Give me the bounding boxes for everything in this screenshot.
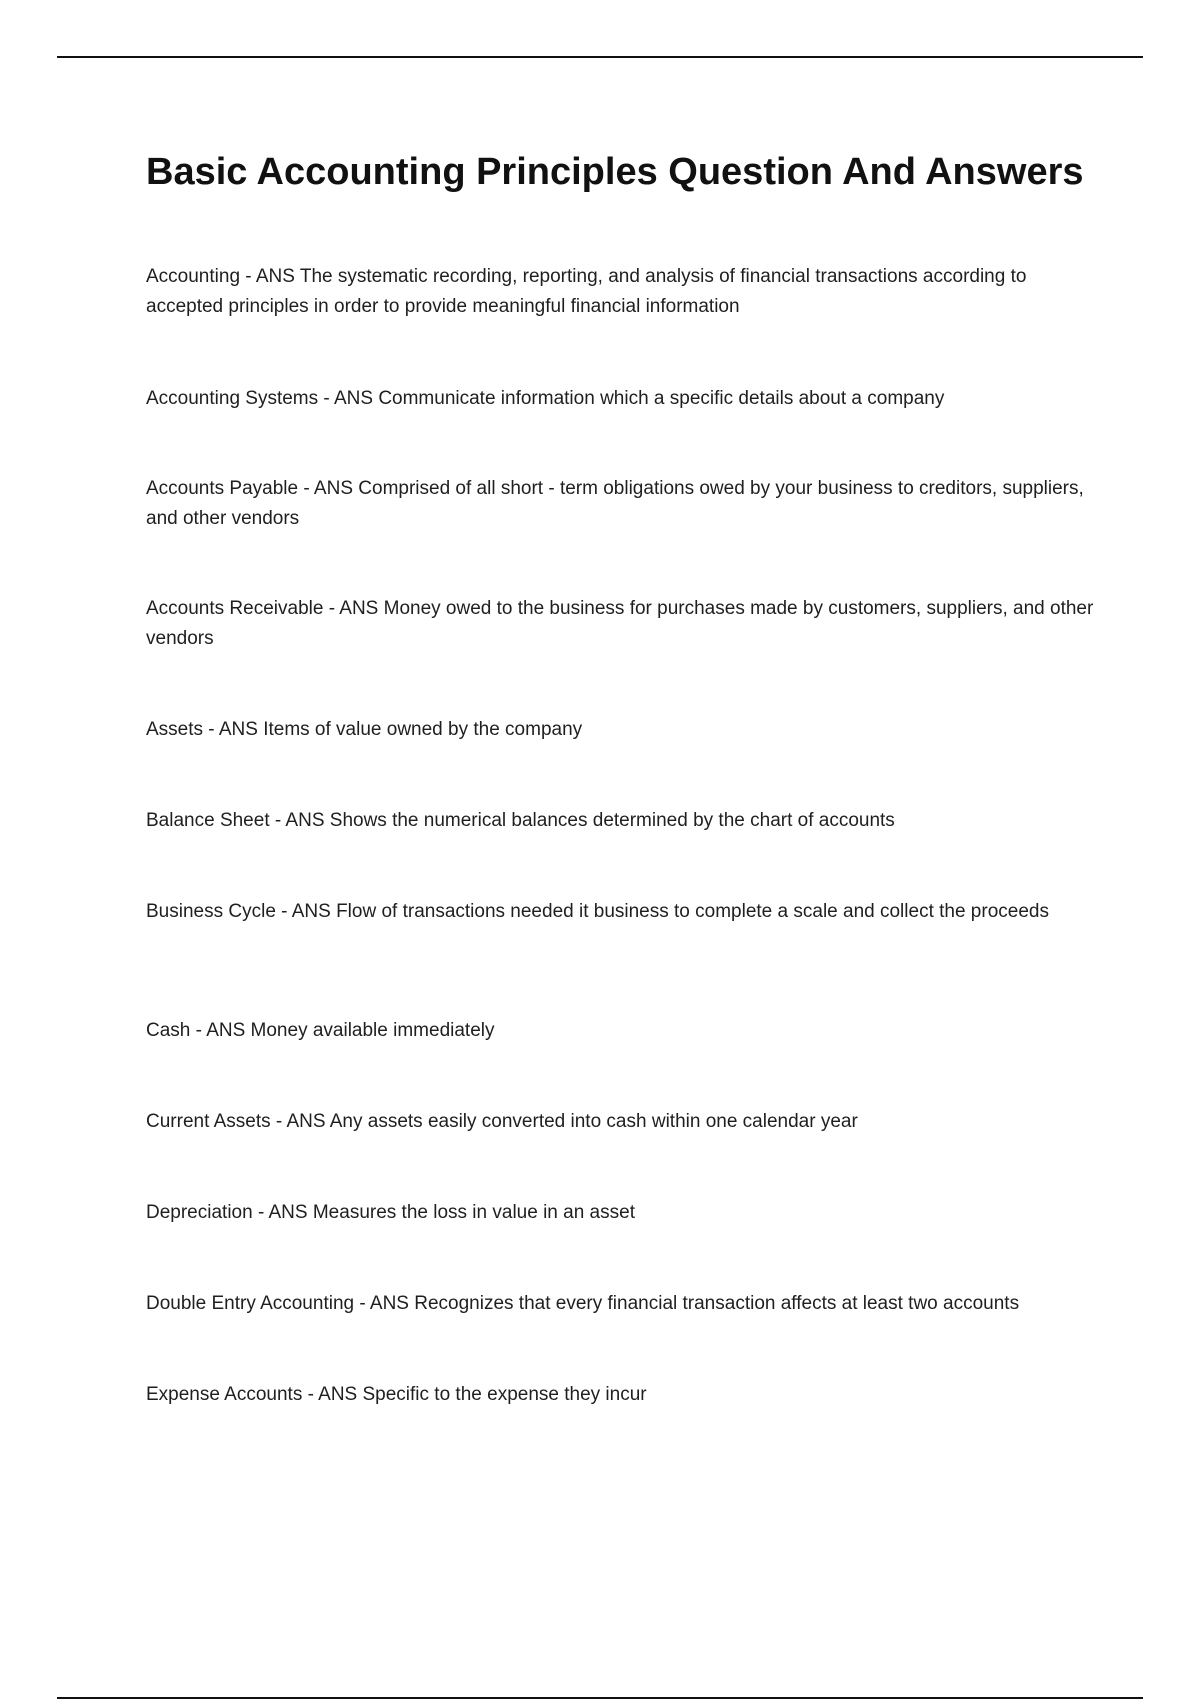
entry-expense-accounts: Expense Accounts - ANS Specific to the expense they incur	[146, 1384, 647, 1405]
entry-double-entry-accounting: Double Entry Accounting - ANS Recognizes that every financial transaction affects at least two accounts	[146, 1293, 1020, 1314]
bottom-rule	[57, 1697, 1143, 1699]
entry-depreciation: Depreciation - ANS Measures the loss in value in an asset	[146, 1202, 635, 1223]
entry-current-assets: Current Assets - ANS Any assets easily converted into cash within one calendar year	[146, 1111, 858, 1132]
page-title: Basic Accounting Principles Question And Answers	[146, 151, 1084, 193]
entry-business-cycle: Business Cycle - ANS Flow of transactions needed it business to complete a scale and collect the proceeds	[146, 901, 1049, 922]
top-rule	[57, 56, 1143, 58]
entry-accounts-receivable: Accounts Receivable - ANS Money owed to the business for purchases made by customers, suppliers, and other vendors	[146, 598, 1094, 649]
entry-balance-sheet: Balance Sheet - ANS Shows the numerical balances determined by the chart of accounts	[146, 810, 895, 831]
entry-accounting-systems: Accounting Systems - ANS Communicate information which a specific details about a company	[146, 388, 945, 409]
entry-cash: Cash - ANS Money available immediately	[146, 1020, 495, 1041]
entry-accounts-payable: Accounts Payable - ANS Comprised of all short - term obligations owed by your business to creditors, suppliers, and other vendors	[146, 478, 1084, 529]
entry-assets: Assets - ANS Items of value owned by the company	[146, 719, 583, 740]
entry-accounting: Accounting - ANS The systematic recording, reporting, and analysis of financial transactions according to accepted principles in order to provide meaningful financial information	[146, 266, 1027, 317]
